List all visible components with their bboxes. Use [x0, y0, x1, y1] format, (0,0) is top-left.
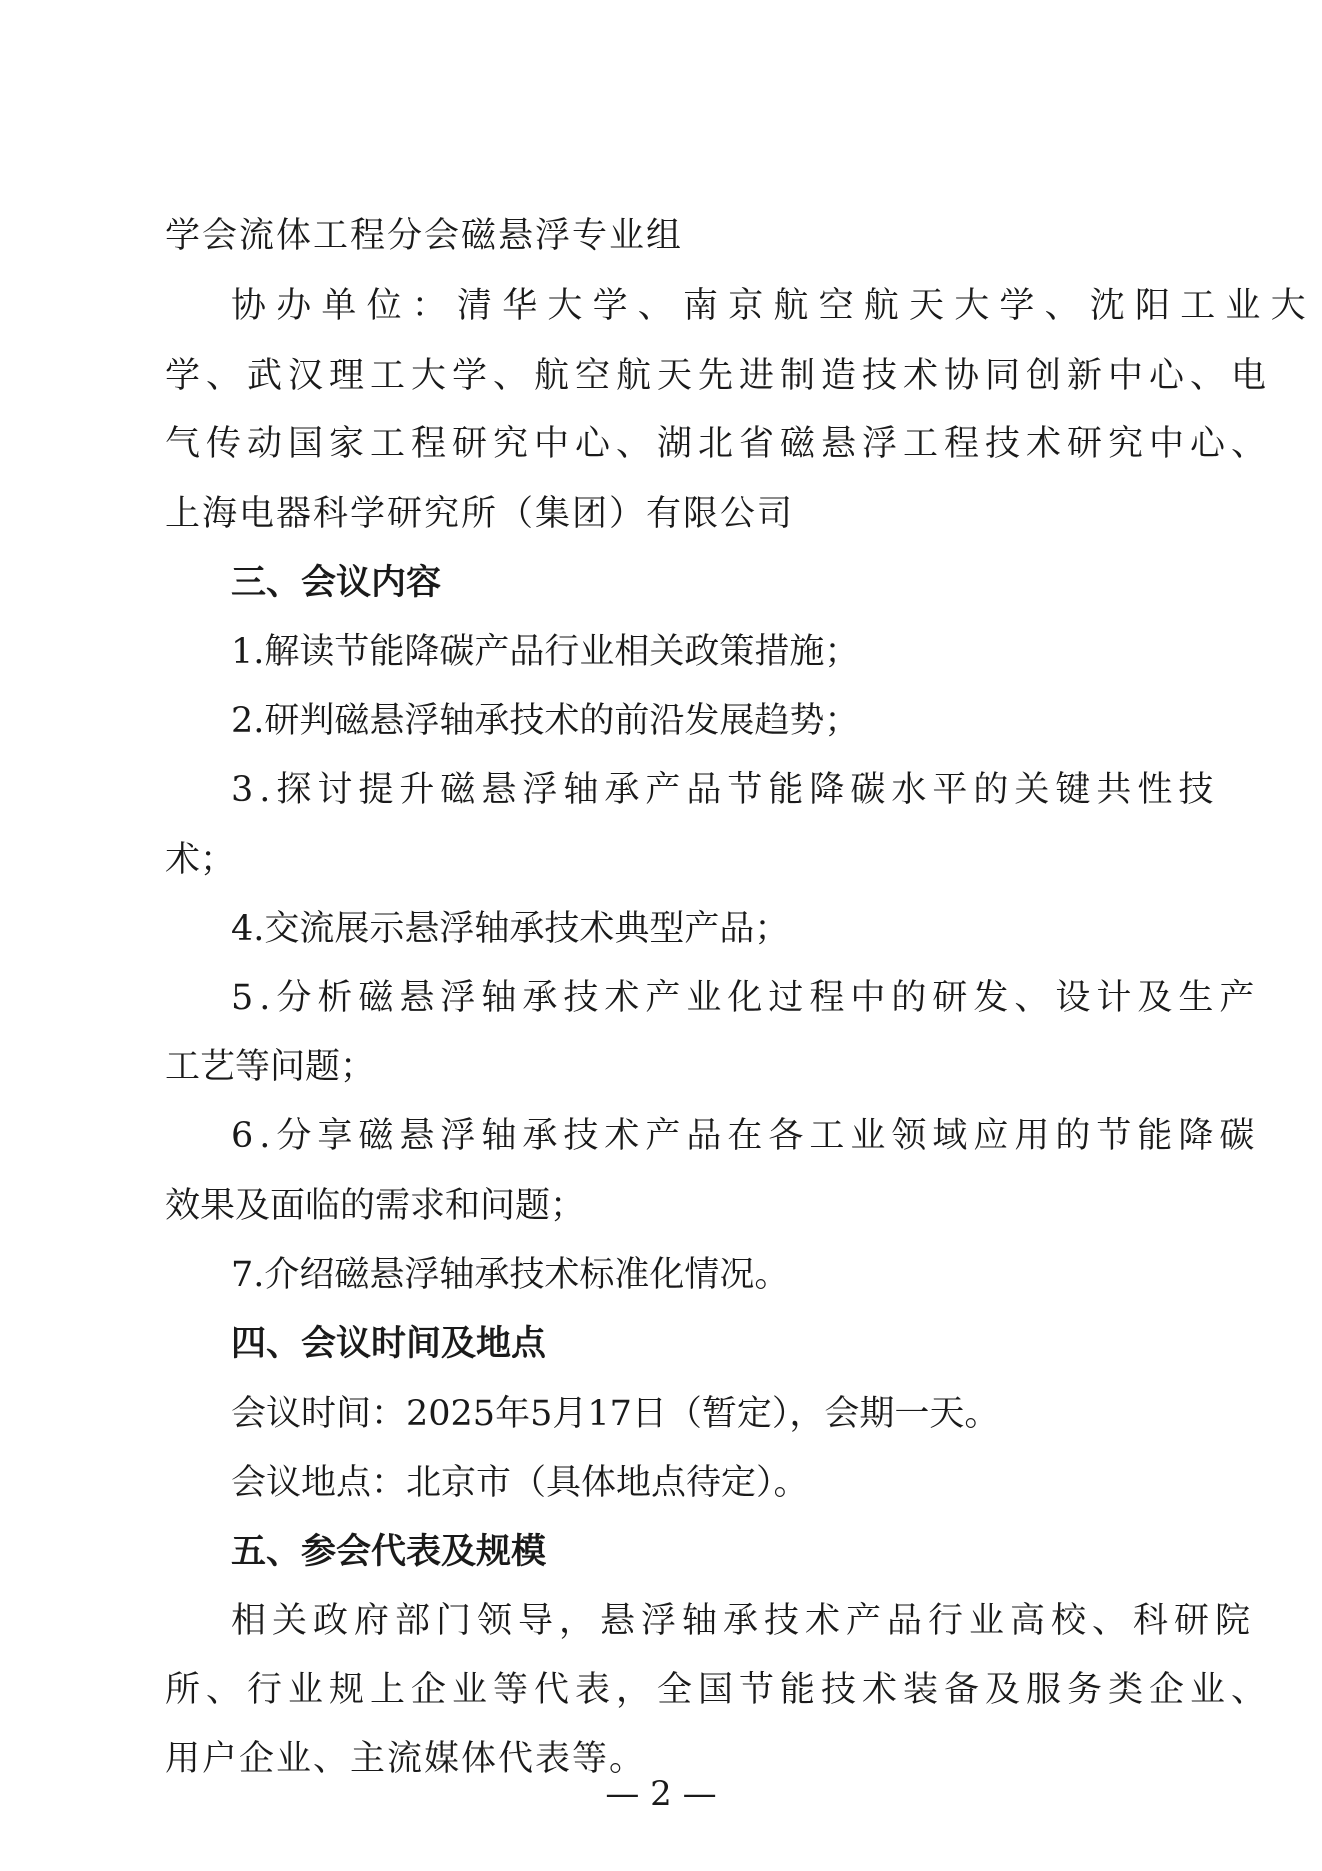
section-heading: 四、会议时间及地点 [231, 1324, 547, 1364]
text-line: 气传动国家工程研究中心、湖北省磁悬浮工程技术研究中心、 [165, 424, 1273, 464]
list-item: 7.介绍磁悬浮轴承技术标准化情况。 [231, 1255, 790, 1295]
section-heading: 三、会议内容 [231, 563, 442, 603]
page-number: — 2 — [605, 1774, 717, 1814]
list-item-continuation: 效果及面临的需求和问题； [165, 1186, 586, 1226]
text-line: 学会流体工程分会磁悬浮专业组 [165, 216, 684, 256]
list-item: 4.交流展示悬浮轴承技术典型产品； [231, 909, 790, 949]
section-heading: 五、参会代表及规模 [231, 1532, 547, 1572]
text-line: 会议时间：2025年5月17日（暂定），会期一天。 [231, 1394, 1000, 1434]
list-item: 5.分析磁悬浮轴承技术产业化过程中的研发、设计及生产 [231, 978, 1261, 1018]
text-line: 相关政府部门领导，悬浮轴承技术产品行业高校、科研院 [231, 1601, 1257, 1641]
text-line: 协办单位：清华大学、南京航空航天大学、沈阳工业大 [231, 286, 1316, 326]
list-item-continuation: 工艺等问题； [165, 1047, 376, 1087]
text-line: 所、行业规上企业等代表，全国节能技术装备及服务类企业、 [165, 1670, 1273, 1710]
text-line: 学、武汉理工大学、航空航天先进制造技术协同创新中心、电 [165, 356, 1273, 396]
list-item: 3.探讨提升磁悬浮轴承产品节能降碳水平的关键共性技 [231, 770, 1220, 810]
text-line: 上海电器科学研究所（集团）有限公司 [165, 494, 795, 534]
list-item: 1.解读节能降碳产品行业相关政策措施； [231, 632, 860, 672]
list-item-continuation: 术； [165, 840, 236, 880]
list-item: 6.分享磁悬浮轴承技术产品在各工业领域应用的节能降碳 [231, 1116, 1261, 1156]
text-line: 会议地点：北京市（具体地点待定）。 [231, 1463, 809, 1503]
list-item: 2.研判磁悬浮轴承技术的前沿发展趋势； [231, 701, 860, 741]
text-line: 用户企业、主流媒体代表等。 [165, 1739, 647, 1779]
